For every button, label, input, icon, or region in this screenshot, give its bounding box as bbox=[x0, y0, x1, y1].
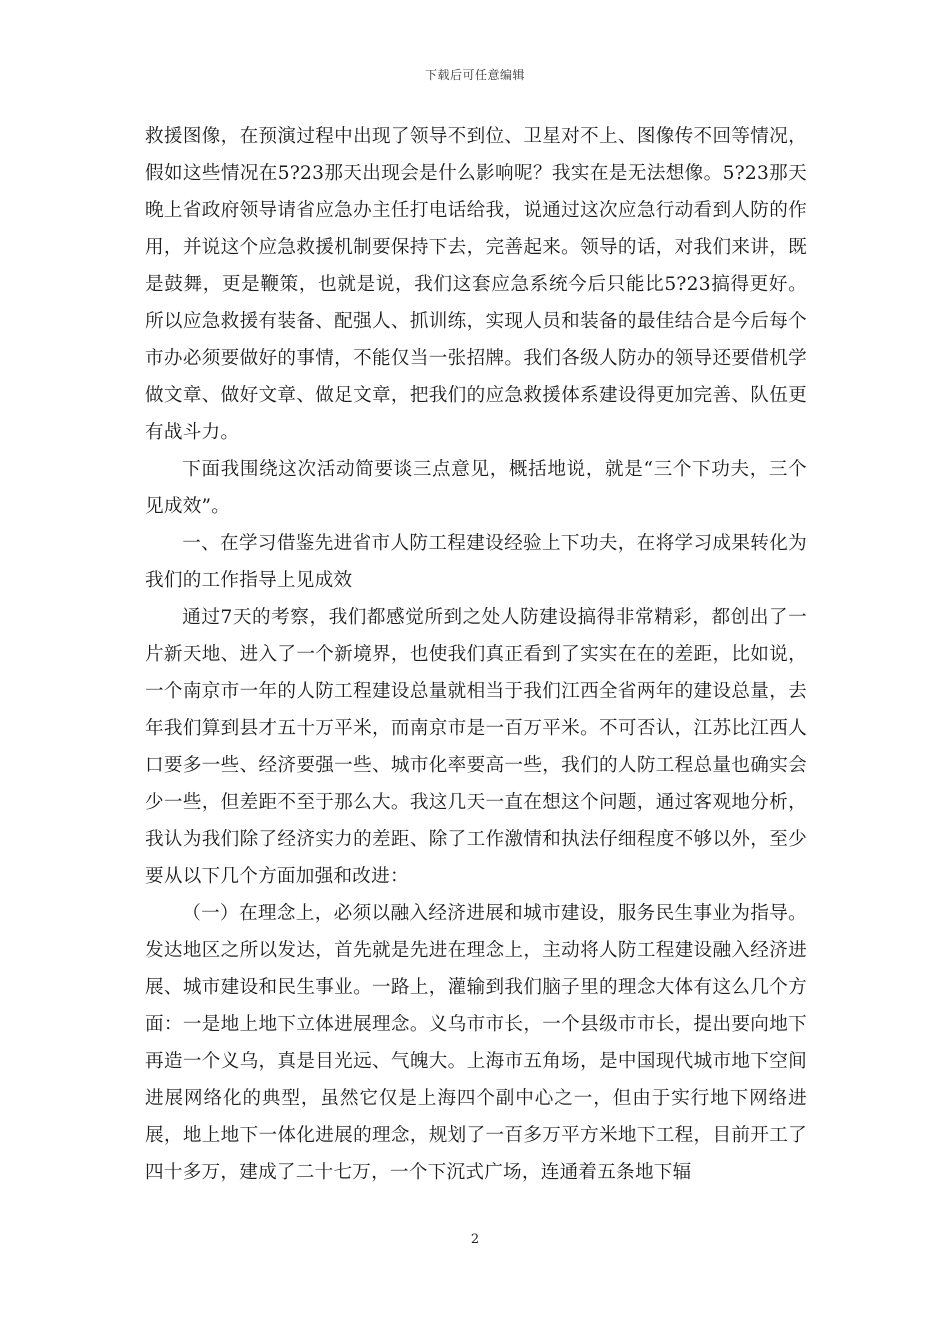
page-number: 2 bbox=[470, 1232, 480, 1247]
document-body bbox=[145, 118, 807, 1191]
body-paragraph: 下面我围绕这次活动简要谈三点意见，概括地说，就是“三个下功夫，三个见成效”。 bbox=[145, 459, 807, 517]
body-paragraph: 救援图像，在预演过程中出现了领导不到位、卫星对不上、图像传不回等情况，假如这些情况在5?23那天出现会是什么影响呢？我实在是无法想像。5?23那天晚上省政府领导请省应急办主任打电话给我，说通过这次应急行动看到人防的作用，并说这个应急救援机制要保持下去，完善起来。领导的话，对我们来讲，既是鼓舞，更是鞭策，也就是说，我们这套应急系统今后只能比5?23搞得更好。所以应急救援有装备、配强人、抓训练，实现人员和装备的最佳结合是今后每个市办必须要做好的事情，不能仅当一张招牌。我们各级人防办的领导还要借机学做文章、做好文章、做足文章，把我们的应急救援体系建设得更加完善、队伍更有战斗力。 bbox=[145, 126, 807, 443]
body-paragraph: （一）在理念上，必须以融入经济进展和城市建设，服务民生事业为指导。发达地区之所以发达，首先就是先进在理念上，主动将人防工程建设融入经济进展、城市建设和民生事业。一路上，灌输到我们脑子里的理念大体有这么几个方面：一是地上地下立体进展理念。义乌市市长，一个县级市市长，提出要向地下再造一个义乌，真是目光远、气魄大。上海市五角场，是中国现代城市地下空间进展网络化的典型，虽然它仅是上海四个副中心之一，但由于实行地下网络进展，地上地下一体化进展的理念，规划了一百多万平方米地下工程，目前开工了四十多万，建成了二十七万，一个下沉式广场，连通着五条地下辐 bbox=[145, 903, 807, 1183]
body-paragraph: 通过7天的考察，我们都感觉所到之处人防建设搞得非常精彩，都创出了一片新天地、进入了一个新境界，也使我们真正看到了实实在在的差距，比如说，一个南京市一年的人防工程建设总量就相当于我们江西全省两年的建设总量，去年我们算到县才五十万平米，而南京市是一百万平米。不可否认，江苏比江西人口要多一些、经济要强一些、城市化率要高一些，我们的人防工程总量也确实会少一些，但差距不至于那么大。我这几天一直在想这个问题，通过客观地分析，我认为我们除了经济实力的差距、除了工作激情和执法仔细程度不够以外，至少要从以下几个方面加强和改进： bbox=[145, 607, 807, 887]
page-header: 下载后可任意编辑 bbox=[424, 68, 525, 82]
section-heading-paragraph: 一、在学习借鉴先进省市人防工程建设经验上下功夫，在将学习成果转化为我们的工作指导上见成效 bbox=[145, 533, 807, 591]
